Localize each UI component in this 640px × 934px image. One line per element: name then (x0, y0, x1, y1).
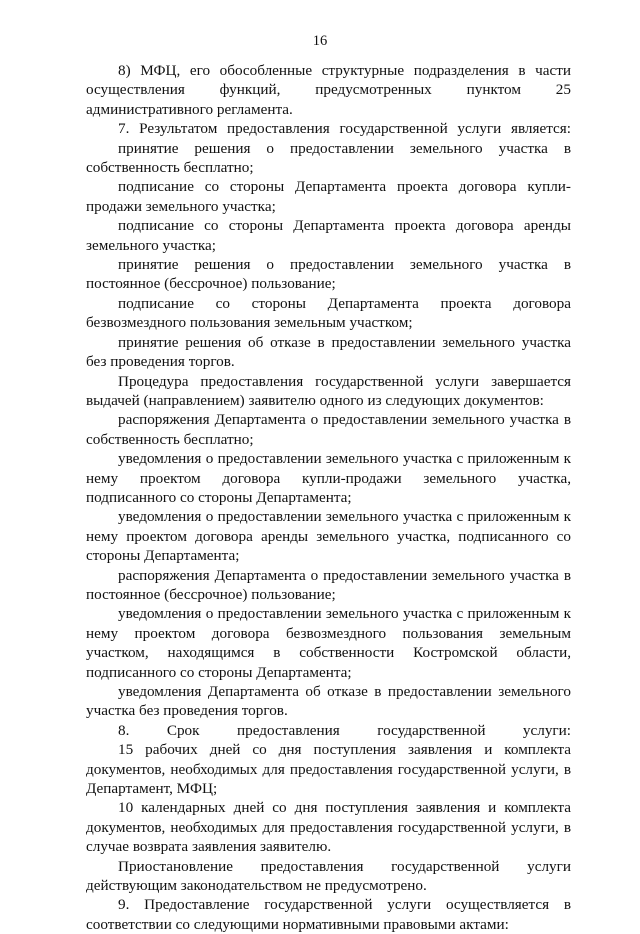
paragraph-8: принятие решения об отказе в предоставлении земельного участка без проведения торгов. (86, 333, 571, 371)
paragraph-17: 15 рабочих дней со дня поступления заявления и комплекта документов, необходимых для предоставления государственной услуги, в Департамент, МФЦ; (86, 741, 571, 798)
paragraph-14: уведомления о предоставлении земельного участка с приложенным к нему проектом договора безвозмездного пользования земельным участком, находящимся в собственности Костромской области, подписанного со стороны Департамента; (86, 605, 571, 681)
paragraph-7: подписание со стороны Департамента проекта договора безвозмездного пользования земельным участком; (86, 294, 571, 332)
paragraph-15: уведомления Департамента об отказе в предоставлении земельного участка без проведения торгов. (86, 683, 571, 720)
page-number: 16 (312, 33, 328, 49)
paragraph-2: 7. Результатом предоставления государственной услуги является: (118, 120, 571, 138)
paragraph-18: 10 календарных дней со дня поступления заявления и комплекта документов, необходимых для предоставления государственной услуги, в случае возврата заявления заявителю. (86, 799, 571, 856)
paragraph-4: подписание со стороны Департамента проекта договора купли-продажи земельного участка; (86, 178, 571, 215)
paragraph-5: подписание со стороны Департамента проекта договора аренды земельного участка; (86, 217, 571, 254)
paragraph-16: 8. Срок предоставления государственной услуги: (118, 721, 571, 739)
paragraph-20: 9. Предоставление государственной услуги осуществляется в соответствии со следующими нормативными правовыми актами: (86, 896, 571, 933)
paragraph-12: уведомления о предоставлении земельного участка с приложенным к нему проектом договора аренды земельного участка, подписанного со стороны Департамента; (86, 508, 571, 565)
paragraph-6: принятие решения о предоставлении земельного участка в постоянное (бессрочное) пользование; (86, 256, 571, 293)
paragraph-19: Приостановление предоставления государственной услуги действующим законодательством не предусмотрено. (86, 857, 571, 895)
paragraph-13: распоряжения Департамента о предоставлении земельного участка в постоянное (бессрочное) пользование; (86, 566, 571, 603)
paragraph-9: Процедура предоставления государственной услуги завершается выдачей (направлением) заявителю одного из следующих документов: (86, 372, 571, 409)
paragraph-1: 8) МФЦ, его обособленные структурные подразделения в части осуществления функций, предусмотренных пунктом 25 административного регламента. (86, 62, 571, 118)
paragraph-11: уведомления о предоставлении земельного участка с приложенным к нему проектом договора купли-продажи земельного участка, подписанного со стороны Департамента; (86, 450, 571, 506)
paragraph-3: принятие решения о предоставлении земельного участка в собственность бесплатно; (86, 139, 571, 177)
document-body (86, 61, 571, 934)
paragraph-10: распоряжения Департамента о предоставлении земельного участка в собственность бесплатно; (86, 411, 571, 448)
